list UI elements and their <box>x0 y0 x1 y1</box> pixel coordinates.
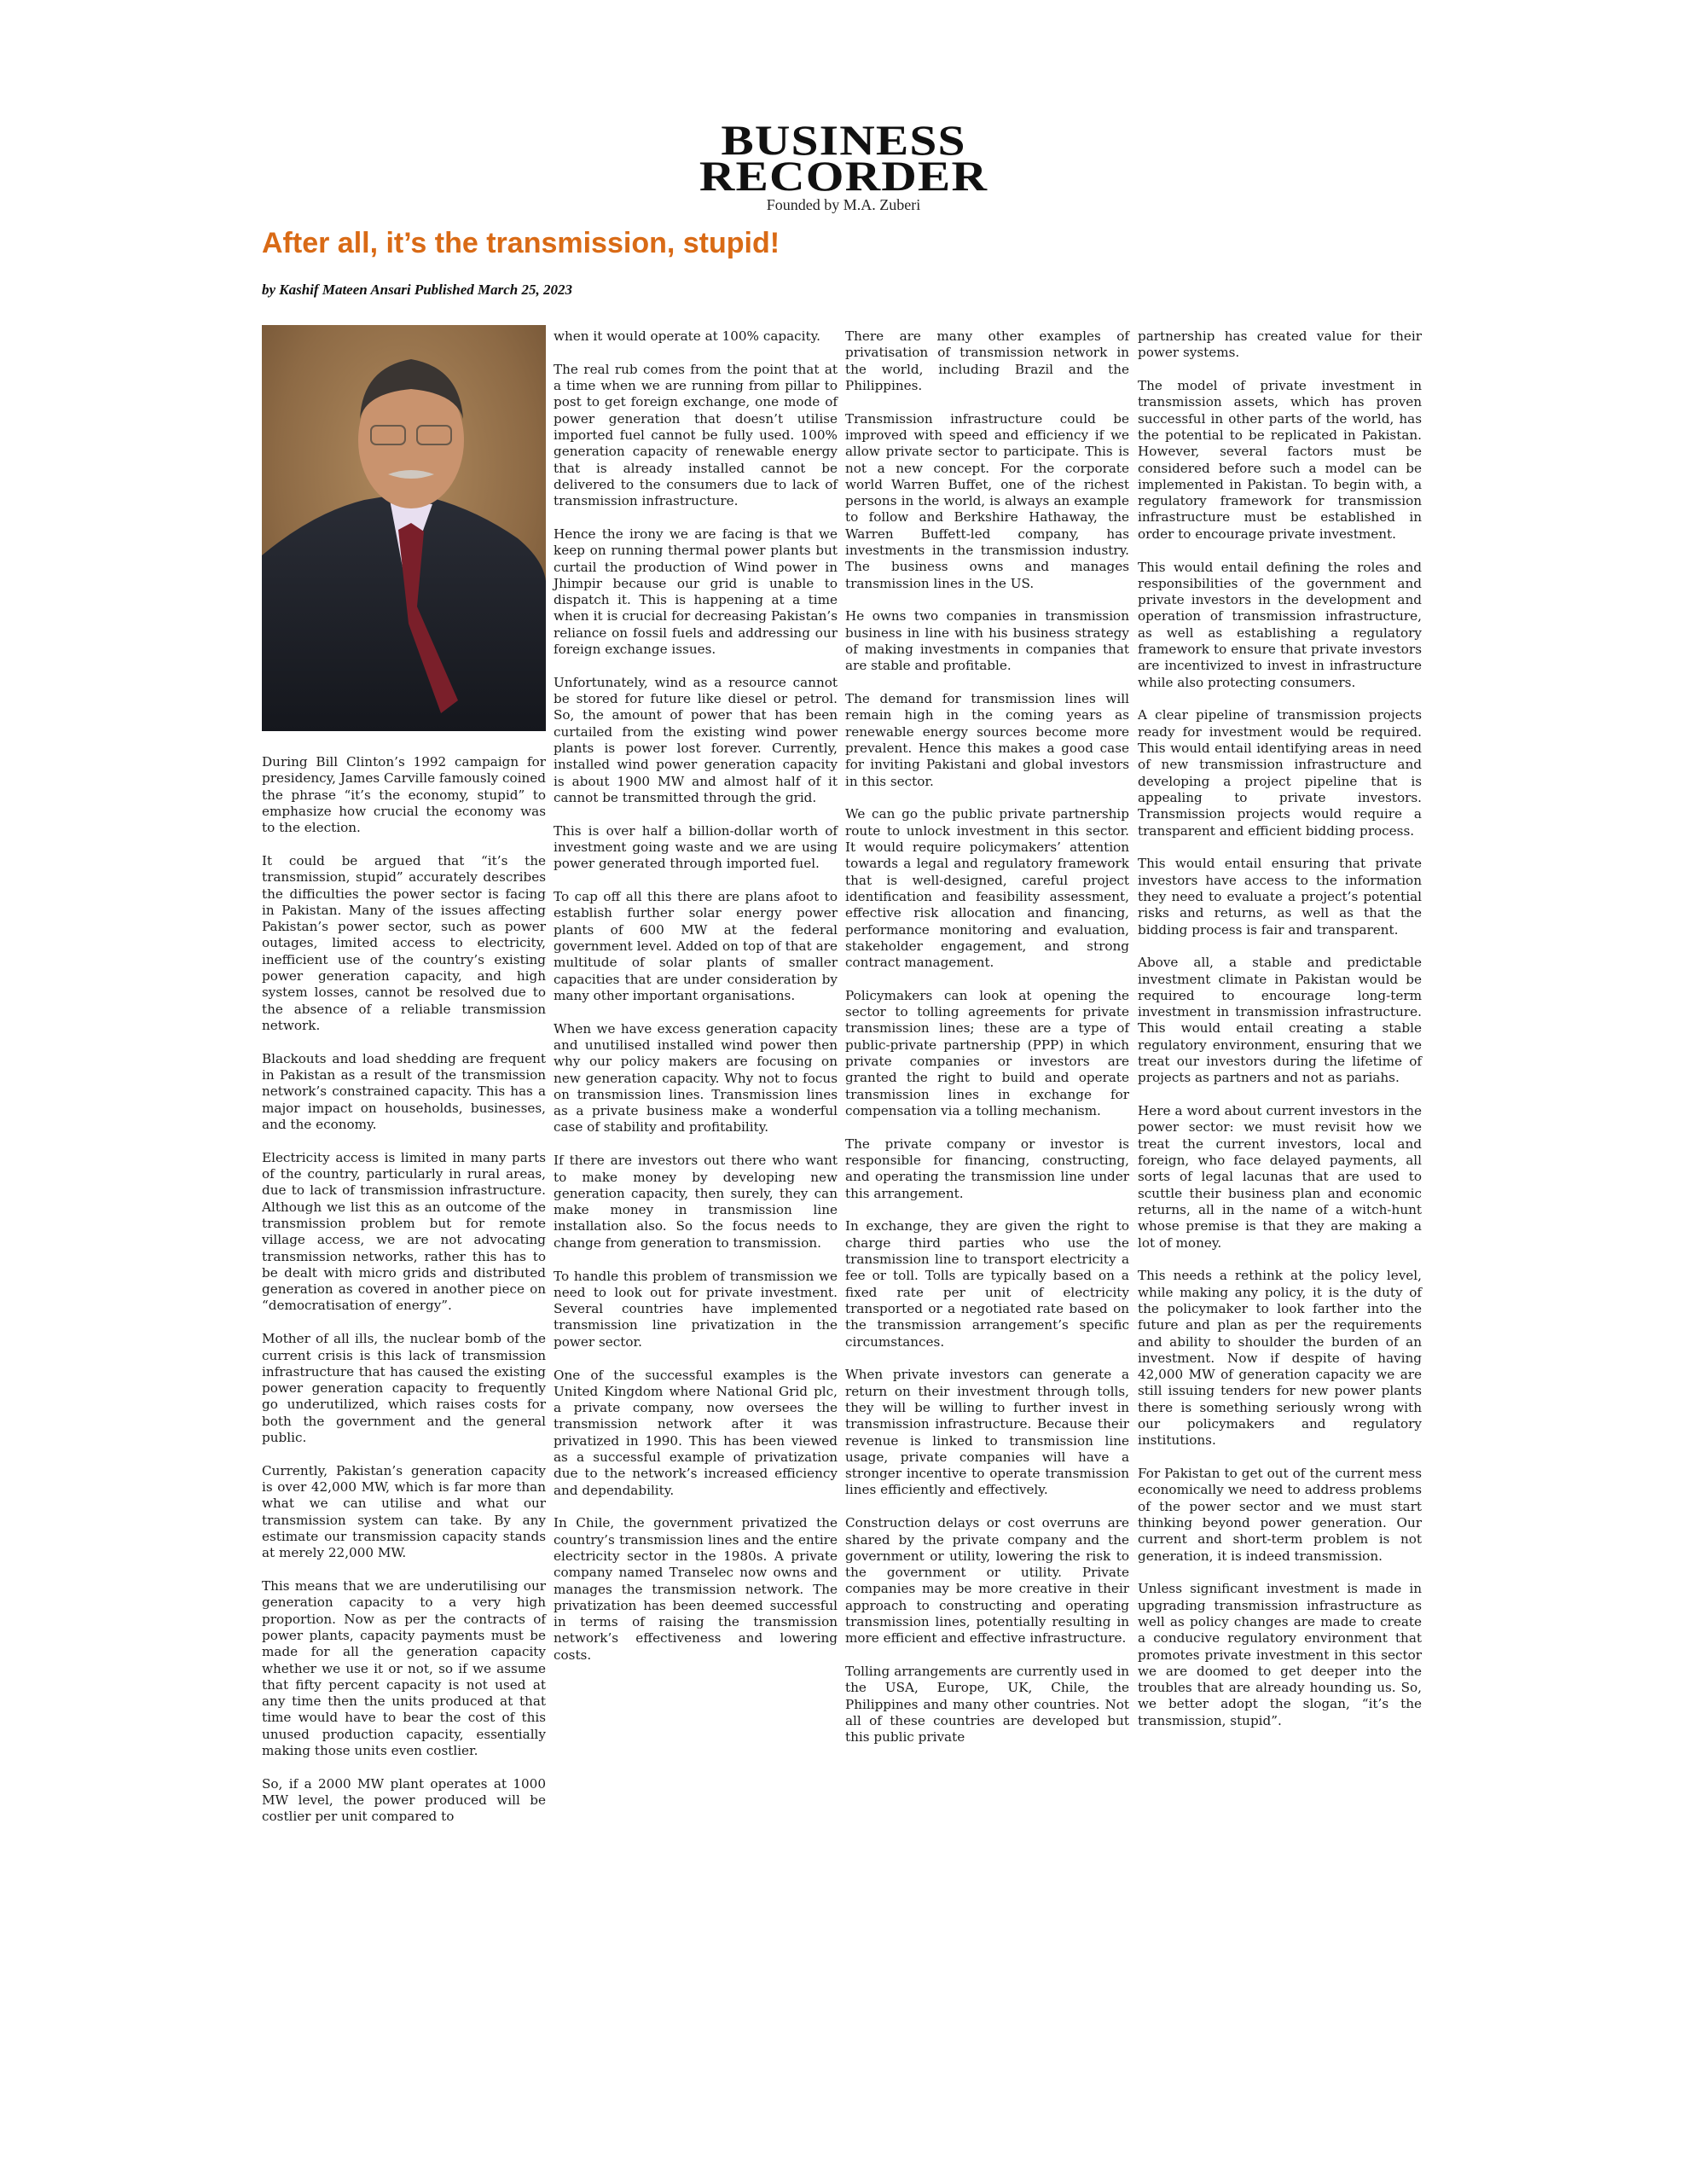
paragraph: To cap off all this there are plans afoot to establish further solar energy power plants of 600 MW at the federal government level. Added on top of that are multitude of solar plants of smaller capacities that are under consideration by many other important organisations. <box>554 889 838 1003</box>
paragraph: Blackouts and load shedding are frequent in Pakistan as a result of the transmission network’s constrained capacity. This has a major impact on households, businesses, and the economy. <box>262 1050 546 1132</box>
paragraph: For Pakistan to get out of the current mess economically we need to address problems of the power sector and we must start thinking beyond power generation. Our current and short-term problem is not generation, it is indeed transmission. <box>1138 1466 1422 1564</box>
paragraph: This means that we are underutilising our generation capacity to a very high proportion. Now as per the contracts of power plants, capacity payments must be made for all the generation capacity whether we use it or not, so if we assume that fifty percent capacity is not used at any time then the units produced at that time would have to bear the cost of this unused production capacity, essentially making those units even costlier. <box>262 1578 546 1759</box>
paragraph: This needs a rethink at the policy level, while making any policy, it is the duty of the policymaker to look farther into the future and plan as per the requirements and ability to shoulder the burden of an investment. Now if despite of having 42,000 MW of generation capacity we are still issuing tenders for new power plants there is something seriously wrong with our policymakers and regulatory institutions. <box>1138 1268 1422 1449</box>
paragraph: The demand for transmission lines will remain high in the coming years as renewable energy sources become more prevalent. Hence this makes a good case for inviting Pakistani and global investors in this sector. <box>845 691 1129 789</box>
masthead-logo <box>0 116 1687 214</box>
author-photo <box>262 325 546 731</box>
paragraph: Policymakers can look at opening the sector to tolling agreements for private transmission lines; these are a type of public-private partnership (PPP) in which private companies or investors are granted the right to build and operate transmission lines in exchange for compensation via a tolling mechanism. <box>845 987 1129 1118</box>
paragraph: The real rub comes from the point that at a time when we are running from pillar to post to get foreign exchange, one mode of power generation that doesn’t utilise imported fuel cannot be fully used. 100% generation capacity of renewable energy that is already installed cannot be delivered to the consumers due to lack of transmission infrastructure. <box>554 361 838 509</box>
paragraph: When we have excess generation capacity and unutilised installed wind power then why our policy makers are focusing on new generation capacity. Why not to focus on transmission lines. Transmission lines as a private business make a wonderful case of stability and profitability. <box>554 1020 838 1136</box>
article-column-1 <box>262 754 546 1842</box>
paragraph: We can go the public private partnership route to unlock investment in this sector. It would require policymakers’ attention towards a legal and regulatory framework that is well-designed, careful project identification and feasibility assessment, effective risk allocation and financing, performance monitoring and evaluation, stakeholder engagement, and strong contract management. <box>845 806 1129 971</box>
paragraph: If there are investors out there who want to make money by developing new generation capacity, then surely, they can make money in transmission line installation also. So the focus needs to change from generation to transmission. <box>554 1153 838 1251</box>
paragraph: Construction delays or cost overruns are shared by the private company and the government or utility, lowering the risk to the government or utility. Private companies may be more creative in their approach to constructing and operating transmission lines, potentially resulting in more efficient and effective infrastructure. <box>845 1515 1129 1647</box>
paragraph: Unfortunately, wind as a resource cannot be stored for future like diesel or petrol. So, the amount of power that has been curtailed from the existing wind power plants is power lost forever. Currently, installed wind power generation capacity is about 1900 MW and almost half of it cannot be transmitted through the grid. <box>554 674 838 805</box>
article-column-3 <box>845 328 1129 1763</box>
paragraph: During Bill Clinton’s 1992 campaign for presidency, James Carville famously coined the phrase “it’s the economy, stupid” to emphasize how crucial the economy was to the election. <box>262 754 546 836</box>
paragraph: Hence the irony we are facing is that we keep on running thermal power plants but curtail the production of Wind power in Jhimpir because our grid is unable to dispatch it. This is happening at a time when it is crucial for decreasing Pakistan’s reliance on fossil fuels and addressing our foreign exchange issues. <box>554 526 838 658</box>
paragraph: This is over half a billion-dollar worth of investment going waste and we are using power generated through imported fuel. <box>554 822 838 872</box>
paragraph: A clear pipeline of transmission projects ready for investment would be required. This would entail identifying areas in need of new transmission infrastructure and developing a project pipeline that is appealing to private investors. Transmission projects would require a transparent and efficient bidding process. <box>1138 707 1422 839</box>
paragraph: In exchange, they are given the right to charge third parties who use the transmission line to transport electricity a fee or toll. Tolls are typically based on a fixed rate per unit of electricity transported or a negotiated rate based on the transmission arrangement’s specific circumstances. <box>845 1218 1129 1350</box>
paragraph: In Chile, the government privatized the country’s transmission lines and the entire electricity sector in the 1980s. A private company named Transelec now owns and manages the transmission network. The privatization has been deemed successful in terms of raising the transmission network’s effectiveness and lowering costs. <box>554 1515 838 1663</box>
paragraph: There are many other examples of privatisation of transmission network in the world, including Brazil and the Philippines. <box>845 328 1129 393</box>
masthead-tagline: Founded by M.A. Zuberi <box>766 196 921 213</box>
paragraph: So, if a 2000 MW plant operates at 1000 MW level, the power produced will be costlier per unit compared to <box>262 1775 546 1825</box>
masthead-line-2: RECORDER <box>699 152 988 200</box>
paragraph: This would entail ensuring that private investors have access to the information they need to evaluate a project’s potential risks and returns, as well as that the bidding process is fair and transparent. <box>1138 856 1422 938</box>
paragraph: Currently, Pakistan’s generation capacity is over 42,000 MW, which is far more than what we can utilise and what our transmission system can take. By any estimate our transmission capacity stands at merely 22,000 MW. <box>262 1462 546 1561</box>
paragraph: The model of private investment in transmission assets, which has proven successful in other parts of the world, has the potential to be replicated in Pakistan. However, several factors must be considered before such a model can be implemented in Pakistan. To begin with, a regulatory framework for transmission infrastructure must be established in order to encourage private investment. <box>1138 378 1422 542</box>
paragraph: He owns two companies in transmission business in line with his business strategy of making investments in companies that are stable and profitable. <box>845 608 1129 674</box>
paragraph: partnership has created value for their power systems. <box>1138 328 1422 361</box>
article-column-4 <box>1138 328 1422 1746</box>
paragraph: Tolling arrangements are currently used in the USA, Europe, UK, Chile, the Philippines and many other countries. Not all of these countries are developed but this public private <box>845 1664 1129 1745</box>
article-byline: by Kashif Mateen Ansari Published March 25, 2023 <box>262 282 572 298</box>
paragraph: This would entail defining the roles and responsibilities of the government and private investors in the development and operation of transmission infrastructure, as well as establishing a regulatory framework to ensure that private investors are incentivized to invest in infrastructure while also protecting consumers. <box>1138 559 1422 690</box>
masthead-line-1: BUSINESS <box>721 116 966 164</box>
paragraph: It could be argued that “it’s the transmission, stupid” accurately describes the difficulties the power sector is facing in Pakistan. Many of the issues affecting Pakistan’s power sector, such as power outages, limited access to electricity, inefficient use of the country’s existing power generation capacity, and high system losses, cannot be resolved due to the absence of a reliable transmission network. <box>262 852 546 1033</box>
paragraph: Mother of all ills, the nuclear bomb of the current crisis is this lack of transmission infrastructure that has caused the existing power generation capacity to frequently go underutilized, which raises costs for both the government and the general public. <box>262 1331 546 1445</box>
article-title: After all, it’s the transmission, stupid! <box>262 227 780 259</box>
paragraph: when it would operate at 100% capacity. <box>554 328 821 344</box>
paragraph: Here a word about current investors in the power sector: we must revisit how we treat the current investors, local and foreign, who face delayed payments, all sorts of legal lacunas that are used to scuttle their business plan and economic returns, all in the name of a witch-hunt whose premise is that they are making a lot of money. <box>1138 1103 1422 1251</box>
paragraph: Unless significant investment is made in upgrading transmission infrastructure as well as policy changes are made to create a conducive regulatory environment that promotes private investment in this sector we are doomed to get deeper into the troubles that are already hounding us. So, we better adopt the slogan, “it’s the transmission, stupid”. <box>1138 1581 1422 1728</box>
paragraph: When private investors can generate a return on their investment through tolls, they will be willing to further invest in transmission infrastructure. Because their revenue is linked to transmission line usage, private companies will have a stronger incentive to operate transmission lines efficiently and effectively. <box>845 1367 1129 1498</box>
paragraph: The private company or investor is responsible for financing, constructing, and operating the transmission line under this arrangement. <box>845 1136 1129 1201</box>
paragraph: Above all, a stable and predictable investment climate in Pakistan would be required to encourage long-term investment in transmission infrastructure. This would entail creating a stable regulatory environment, ensuring that we treat our investors during the lifetime of projects as partners and not as pariahs. <box>1138 955 1422 1086</box>
paragraph: Transmission infrastructure could be improved with speed and efficiency if we allow private sector to participate. This is not a new concept. For the corporate world Warren Buffet, one of the richest persons in the world, is always an example to follow and Berkshire Hathaway, the Warren Buffett-led company, has investments in the transmission industry. The business owns and manages transmission lines in the US. <box>845 410 1129 591</box>
paragraph: Electricity access is limited in many parts of the country, particularly in rural areas, due to lack of transmission infrastructure. Although we list this as an outcome of the transmission problem but for remote village access, we are not advocating transmission networks, rather this has to be dealt with micro grids and distributed generation as covered in another piece on “democratisation of energy”. <box>262 1149 546 1314</box>
paragraph: To handle this problem of transmission we need to look out for private investment. Several countries have implemented transmission line privatization in the power sector. <box>554 1268 838 1350</box>
paragraph: One of the successful examples is the United Kingdom where National Grid plc, a private company, now oversees the transmission network after it was privatized in 1990. This has been viewed as a successful example of privatization due to the network’s increased efficiency and dependability. <box>554 1367 838 1498</box>
article-column-2 <box>554 328 838 1681</box>
